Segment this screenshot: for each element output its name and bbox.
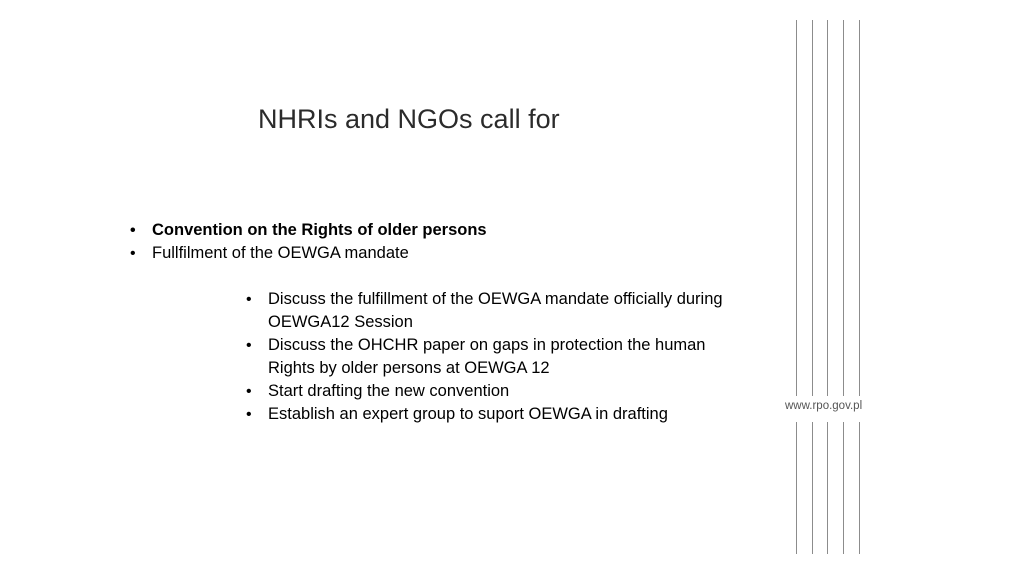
- sub-bullet-text: Discuss the fulfillment of the OEWGA mandate officially during OEWGA12 Session: [268, 290, 723, 331]
- vertical-line: [796, 20, 797, 396]
- sub-bullet-item: [246, 380, 728, 403]
- footer-url[interactable]: www.rpo.gov.pl: [785, 400, 863, 412]
- sub-bullet-text: Start drafting the new convention: [268, 382, 510, 400]
- vertical-line: [859, 422, 860, 554]
- main-bullet-list: [130, 219, 552, 265]
- vertical-line: [843, 422, 844, 554]
- vertical-line: [859, 20, 860, 396]
- bullet-dot: •: [246, 337, 252, 354]
- decorative-vertical-lines: [796, 20, 860, 554]
- vertical-line: [827, 422, 828, 554]
- sub-bullet-item: [246, 403, 728, 426]
- sub-bullet-item: [246, 288, 728, 334]
- bullet-dot: •: [246, 383, 252, 400]
- sub-bullet-text: Discuss the OHCHR paper on gaps in protection the human Rights by older persons at OEWGA 12: [268, 336, 706, 377]
- bullet-dot: •: [130, 222, 136, 239]
- main-bullet-item: [130, 242, 552, 265]
- sub-bullet-list: [246, 288, 728, 426]
- main-bullet-text: Fullfilment of the OEWGA mandate: [152, 244, 409, 262]
- bullet-dot: •: [246, 406, 252, 423]
- bullet-dot: •: [130, 245, 136, 262]
- vertical-line: [796, 422, 797, 554]
- vertical-line: [812, 422, 813, 554]
- vertical-line: [827, 20, 828, 396]
- sub-bullet-item: [246, 334, 728, 380]
- bullet-dot: •: [246, 291, 252, 308]
- vertical-line: [812, 20, 813, 396]
- main-bullet-item: [130, 219, 552, 242]
- sub-bullet-text: Establish an expert group to suport OEWGA in drafting: [268, 405, 668, 423]
- slide-title: NHRIs and NGOs call for: [258, 104, 560, 134]
- vertical-line: [843, 20, 844, 396]
- main-bullet-text: Convention on the Rights of older persons: [152, 221, 487, 239]
